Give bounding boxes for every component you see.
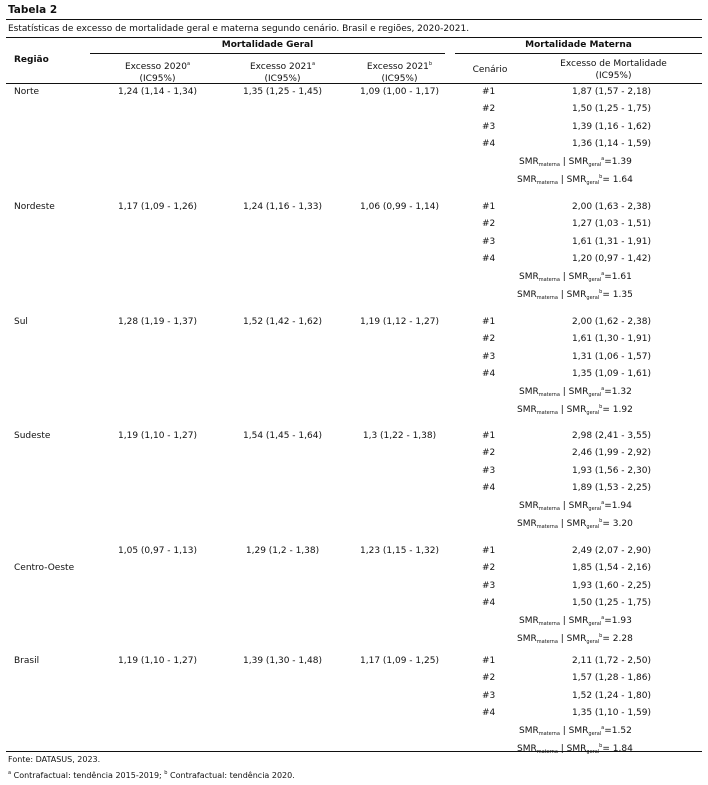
smr-separator: |	[559, 157, 569, 168]
header-excesso-2021b-label: Excesso 2021	[366, 62, 429, 72]
smr-sub-materna: materna	[538, 731, 560, 738]
smr-separator: |	[559, 387, 569, 398]
smr-label: SMR	[566, 518, 587, 529]
footer-note-b: Contrafactual: tendência 2020.	[167, 771, 295, 780]
excesso-2021a-value: 1,24 (1,16 - 1,33)	[243, 202, 322, 212]
scenario-value: 1,50 (1,25 - 1,75)	[572, 597, 651, 608]
scenario-label: #3	[482, 121, 496, 132]
smr-value: =1.61	[604, 272, 632, 283]
scenario-value: 1,31 (1,06 - 1,57)	[572, 351, 651, 362]
smr-note-mark: b	[599, 173, 603, 180]
region-name: Brasil	[14, 656, 40, 666]
footer-note-b-mark: b	[164, 770, 168, 776]
header-excesso-2021a-ic: (IC95%)	[264, 74, 301, 84]
smr-label: SMR	[566, 174, 587, 185]
bottom-rule	[6, 751, 702, 752]
geral-rule	[90, 53, 445, 54]
smr-sub-geral: geral	[586, 638, 600, 645]
scenario-value: 2,00 (1,63 - 2,38)	[572, 202, 651, 212]
scenario-value: 2,98 (2,41 - 3,55)	[572, 431, 651, 441]
smr-sub-geral: geral	[586, 409, 600, 416]
header-excesso-mortalidade	[525, 58, 702, 82]
scenario-value: 1,20 (0,97 - 1,42)	[572, 253, 651, 264]
smr-label: SMR	[517, 289, 537, 300]
smr-ratio-a	[519, 271, 632, 283]
scenario-value: 1,52 (1,24 - 1,80)	[572, 690, 651, 701]
header-cenario: Cenário	[472, 65, 508, 75]
smr-sub-geral: geral	[588, 392, 602, 399]
excesso-2021b-value: 1,19 (1,12 - 1,27)	[360, 317, 439, 327]
smr-note-mark: b	[599, 517, 603, 524]
header-excesso-2021a	[215, 58, 350, 85]
smr-sub-materna: materna	[536, 748, 558, 755]
scenario-label: #3	[482, 236, 496, 247]
smr-label: SMR	[568, 726, 589, 737]
smr-label: SMR	[568, 157, 589, 168]
smr-separator: |	[559, 501, 569, 512]
scenario-label: #1	[482, 87, 496, 97]
smr-ratio-a	[519, 386, 632, 398]
header-mortalidade-materna: Mortalidade Materna	[525, 40, 632, 50]
smr-note-mark: a	[601, 386, 605, 393]
scenario-label: #2	[482, 563, 496, 574]
scenario-value: 2,49 (2,07 - 2,90)	[572, 546, 651, 556]
excesso-2020-value: 1,19 (1,10 - 1,27)	[118, 656, 197, 666]
smr-note-mark: b	[599, 288, 603, 295]
smr-label: SMR	[568, 616, 589, 627]
smr-sub-geral: geral	[586, 748, 600, 755]
excesso-2021b-value: 1,06 (0,99 - 1,14)	[360, 202, 439, 212]
scenario-label: #3	[482, 690, 496, 701]
scenario-label: #2	[482, 104, 496, 115]
region-name: Centro-Oeste	[14, 563, 75, 573]
smr-sub-materna: materna	[536, 523, 558, 530]
excesso-2020-value: 1,28 (1,19 - 1,37)	[118, 317, 197, 327]
smr-sub-geral: geral	[586, 294, 600, 301]
smr-value: = 3.20	[602, 518, 633, 529]
scenario-label: #4	[482, 707, 496, 718]
region-name: Norte	[14, 87, 40, 97]
header-mortalidade-geral: Mortalidade Geral	[221, 40, 314, 50]
materna-rule	[455, 53, 702, 54]
header-excesso-2020-note: a	[186, 61, 191, 67]
smr-separator: |	[559, 272, 569, 283]
smr-label: SMR	[568, 387, 589, 398]
smr-label: SMR	[566, 404, 587, 415]
smr-separator: |	[557, 174, 567, 185]
excesso-2020-value: 1,17 (1,09 - 1,26)	[118, 202, 197, 212]
smr-sub-geral: geral	[588, 731, 602, 738]
scenario-label: #4	[482, 138, 496, 149]
table-title: Tabela 2	[8, 4, 58, 16]
header-excesso-2020-label: Excesso 2020	[124, 62, 187, 72]
smr-label: SMR	[517, 743, 537, 754]
smr-label: SMR	[517, 518, 537, 529]
scenario-label: #2	[482, 334, 496, 345]
smr-sub-geral: geral	[588, 506, 602, 513]
scenario-label: #4	[482, 597, 496, 608]
smr-label: SMR	[517, 174, 537, 185]
excesso-2021a-value: 1,52 (1,42 - 1,62)	[243, 317, 322, 327]
smr-value: =1.52	[604, 726, 632, 737]
smr-ratio-b	[517, 174, 633, 186]
scenario-value: 1,35 (1,09 - 1,61)	[572, 368, 651, 379]
smr-value: = 1.84	[602, 743, 633, 754]
footer-source: Fonte: DATASUS, 2023.	[8, 755, 101, 764]
scenario-value: 1,57 (1,28 - 1,86)	[572, 673, 651, 684]
smr-sub-geral: geral	[586, 179, 600, 186]
scenario-label: #4	[482, 368, 496, 379]
smr-separator: |	[557, 743, 567, 754]
header-excesso-2021b	[332, 58, 467, 85]
scenario-value: 1,39 (1,16 - 1,62)	[572, 121, 651, 132]
excesso-2020-value: 1,05 (0,97 - 1,13)	[118, 546, 197, 556]
scenario-value: 1,85 (1,54 - 2,16)	[572, 563, 651, 574]
header-excesso-2021a-label: Excesso 2021	[249, 62, 312, 72]
smr-sub-geral: geral	[588, 277, 602, 284]
smr-ratio-a	[519, 615, 632, 627]
smr-ratio-b	[517, 289, 633, 301]
smr-label: SMR	[519, 616, 539, 627]
table-caption: Estatísticas de excesso de mortalidade geral e materna segundo cenário. Brasil e regiões, 2020-2021.	[8, 24, 470, 34]
header-excesso-mortalidade-ic: (IC95%)	[595, 71, 632, 81]
smr-sub-geral: geral	[586, 523, 600, 530]
header-excesso-2021a-note: a	[311, 61, 316, 67]
region-name: Sul	[14, 317, 28, 327]
smr-label: SMR	[568, 501, 589, 512]
scenario-value: 2,46 (1,99 - 2,92)	[572, 448, 651, 459]
smr-sub-materna: materna	[536, 179, 558, 186]
smr-note-mark: a	[601, 271, 605, 278]
smr-note-mark: b	[599, 632, 603, 639]
top-rule	[6, 19, 702, 20]
smr-label: SMR	[517, 404, 537, 415]
smr-sub-materna: materna	[536, 638, 558, 645]
scenario-label: #2	[482, 448, 496, 459]
smr-note-mark: a	[601, 500, 605, 507]
smr-ratio-a	[519, 725, 632, 737]
scenario-label: #2	[482, 673, 496, 684]
scenario-label: #3	[482, 465, 496, 476]
header-excesso-mortalidade-label: Excesso de Mortalidade	[560, 59, 667, 69]
scenario-value: 1,50 (1,25 - 1,75)	[572, 104, 651, 115]
header-excesso-2020	[90, 58, 225, 85]
smr-note-mark: a	[601, 725, 605, 732]
smr-separator: |	[559, 726, 569, 737]
smr-label: SMR	[519, 272, 539, 283]
smr-ratio-b	[517, 404, 633, 416]
smr-separator: |	[557, 289, 567, 300]
smr-label: SMR	[519, 157, 539, 168]
smr-ratio-a	[519, 500, 632, 512]
scenario-label: #1	[482, 431, 496, 441]
smr-ratio-b	[517, 633, 633, 645]
footer-note-a-mark: a	[8, 770, 12, 776]
excesso-2021b-value: 1,3 (1,22 - 1,38)	[362, 431, 437, 441]
smr-separator: |	[557, 404, 567, 415]
smr-value: = 2.28	[602, 633, 633, 644]
scenario-label: #1	[482, 317, 496, 327]
smr-label: SMR	[566, 289, 587, 300]
smr-value: = 1.92	[602, 404, 633, 415]
smr-sub-materna: materna	[538, 392, 560, 399]
scenario-label: #2	[482, 219, 496, 230]
smr-label: SMR	[568, 272, 589, 283]
smr-separator: |	[557, 633, 567, 644]
header-regiao: Região	[14, 55, 49, 65]
header-excesso-2021b-ic: (IC95%)	[381, 74, 418, 84]
smr-label: SMR	[566, 633, 587, 644]
smr-value: = 1.35	[602, 289, 633, 300]
smr-value: = 1.64	[602, 174, 633, 185]
header-excesso-2020-ic: (IC95%)	[139, 74, 176, 84]
smr-label: SMR	[519, 726, 539, 737]
scenario-label: #3	[482, 580, 496, 591]
excesso-2021a-value: 1,29 (1,2 - 1,38)	[245, 546, 320, 556]
footer-notes	[8, 770, 295, 780]
smr-label: SMR	[566, 743, 587, 754]
scenario-value: 1,36 (1,14 - 1,59)	[572, 138, 651, 149]
smr-note-mark: a	[601, 615, 605, 622]
header-rule	[6, 83, 702, 84]
smr-value: =1.93	[604, 616, 632, 627]
smr-sub-geral: geral	[588, 162, 602, 169]
excesso-2021b-value: 1,17 (1,09 - 1,25)	[360, 656, 439, 666]
excesso-2021a-value: 1,39 (1,30 - 1,48)	[243, 656, 322, 666]
scenario-value: 1,93 (1,56 - 2,30)	[572, 465, 651, 476]
scenario-label: #4	[482, 482, 496, 493]
scenario-value: 1,27 (1,03 - 1,51)	[572, 219, 651, 230]
smr-label: SMR	[519, 387, 539, 398]
excesso-2020-value: 1,19 (1,10 - 1,27)	[118, 431, 197, 441]
scenario-label: #3	[482, 351, 496, 362]
smr-label: SMR	[519, 501, 539, 512]
scenario-value: 1,93 (1,60 - 2,25)	[572, 580, 651, 591]
smr-sub-materna: materna	[536, 294, 558, 301]
scenario-value: 1,87 (1,57 - 2,18)	[572, 87, 651, 97]
smr-sub-materna: materna	[538, 162, 560, 169]
scenario-value: 2,00 (1,62 - 2,38)	[572, 317, 651, 327]
smr-sub-materna: materna	[538, 277, 560, 284]
smr-value: =1.32	[604, 387, 632, 398]
smr-note-mark: a	[601, 156, 605, 163]
excesso-2021b-value: 1,09 (1,00 - 1,17)	[360, 87, 439, 97]
smr-sub-materna: materna	[536, 409, 558, 416]
scenario-value: 1,89 (1,53 - 2,25)	[572, 482, 651, 493]
region-name: Nordeste	[14, 202, 55, 212]
scenario-label: #1	[482, 546, 496, 556]
region-name: Sudeste	[14, 431, 51, 441]
smr-label: SMR	[517, 633, 537, 644]
excesso-2021b-value: 1,23 (1,15 - 1,32)	[360, 546, 439, 556]
caption-rule	[6, 37, 702, 38]
smr-value: =1.39	[604, 157, 632, 168]
smr-sub-materna: materna	[538, 621, 560, 628]
scenario-label: #4	[482, 253, 496, 264]
scenario-label: #1	[482, 656, 496, 666]
smr-ratio-b	[517, 518, 633, 530]
smr-note-mark: b	[599, 742, 603, 749]
scenario-value: 1,35 (1,10 - 1,59)	[572, 707, 651, 718]
footer-note-a: Contrafactual: tendência 2015-2019;	[11, 771, 165, 780]
excesso-2021a-value: 1,35 (1,25 - 1,45)	[243, 87, 322, 97]
smr-separator: |	[557, 518, 567, 529]
smr-separator: |	[559, 616, 569, 627]
smr-sub-geral: geral	[588, 621, 602, 628]
smr-note-mark: b	[599, 403, 603, 410]
excesso-2021a-value: 1,54 (1,45 - 1,64)	[243, 431, 322, 441]
scenario-label: #1	[482, 202, 496, 212]
smr-sub-materna: materna	[538, 506, 560, 513]
scenario-value: 1,61 (1,30 - 1,91)	[572, 334, 651, 345]
header-excesso-2021b-note: b	[428, 61, 433, 67]
smr-ratio-a	[519, 156, 632, 168]
smr-ratio-b	[517, 743, 633, 755]
smr-value: =1.94	[604, 501, 632, 512]
scenario-value: 2,11 (1,72 - 2,50)	[572, 656, 651, 666]
excesso-2020-value: 1,24 (1,14 - 1,34)	[118, 87, 197, 97]
scenario-value: 1,61 (1,31 - 1,91)	[572, 236, 651, 247]
